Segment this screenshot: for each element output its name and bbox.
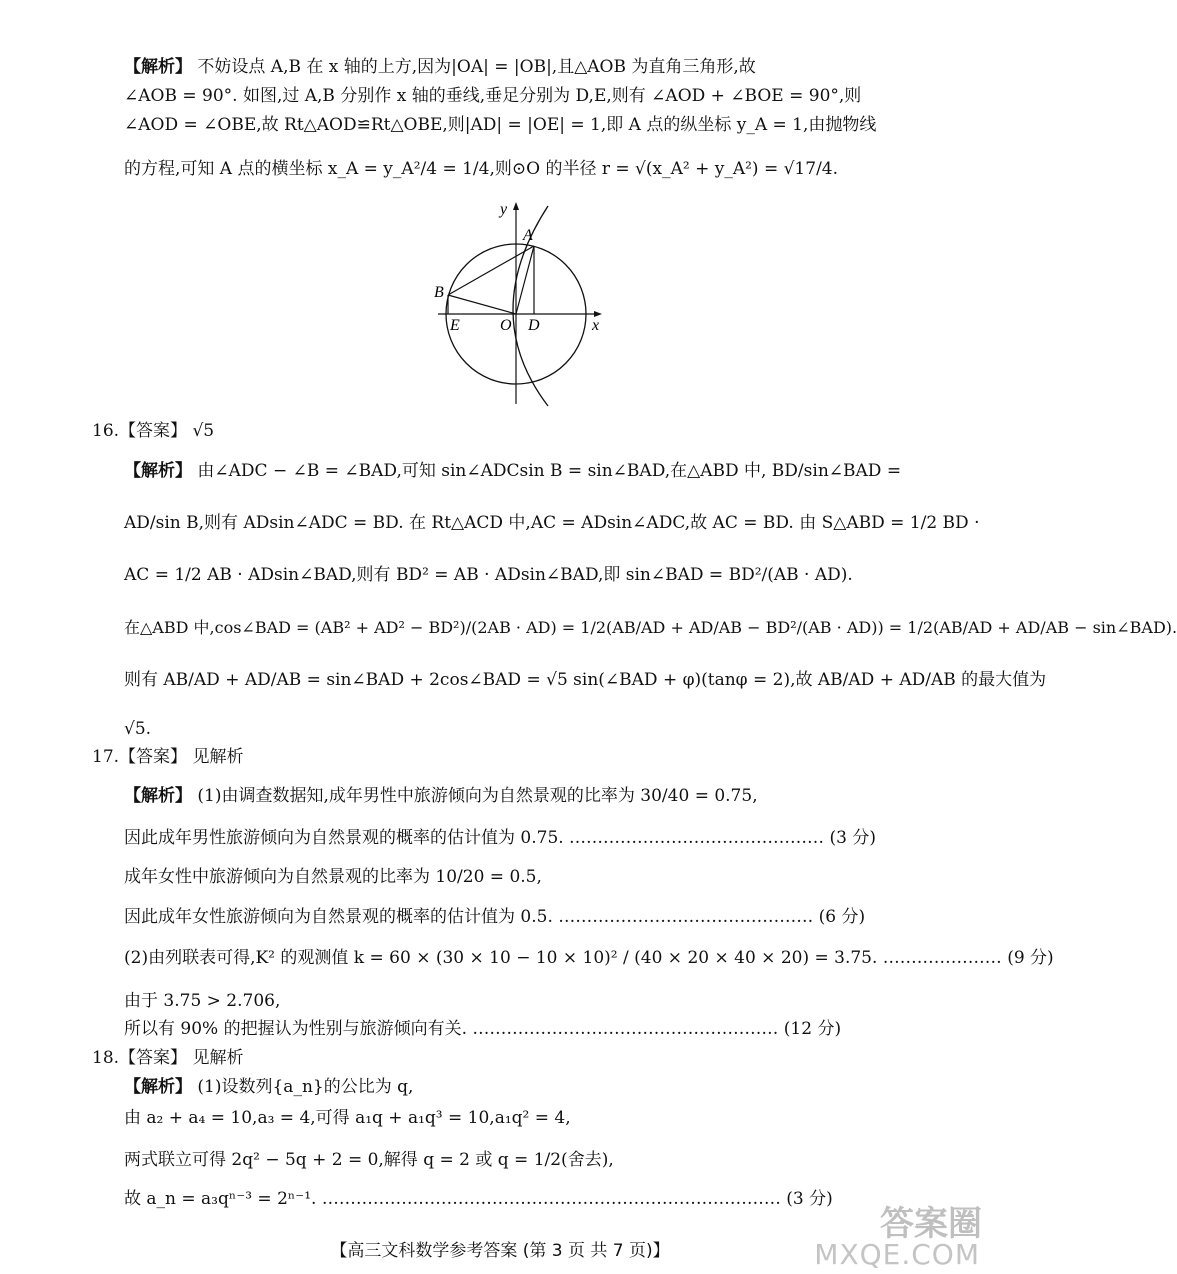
q18-line-2: 由 a₂ + a₄ = 10,a₃ = 4,可得 a₁q + a₁q³ = 10,a₁q² = 4, [124, 1108, 571, 1128]
label-e: E [450, 317, 460, 334]
q17-line-2: 因此成年男性旅游倾向为自然景观的概率的估计值为 0.75. ……………………………………… (3 分) [124, 828, 876, 848]
q16-line-1 [124, 459, 901, 483]
q17-line-1 [124, 784, 758, 808]
analysis-tag: 【解析】 [124, 1077, 192, 1097]
analysis-tag: 【解析】 [124, 786, 192, 806]
label-y: y [500, 201, 508, 218]
q18-line-3: 两式联立可得 2q² − 5q + 2 = 0,解得 q = 2 或 q = 1/2(舍去), [124, 1150, 614, 1170]
text: (1)由调查数据知,成年男性中旅游倾向为自然景观的比率为 30/40 = 0.75, [197, 786, 758, 806]
q18-answer: 18.【答案】 见解析 [92, 1048, 244, 1068]
watermark-url: MXQE.COM [814, 1238, 980, 1271]
q16-answer: 16.【答案】 √5 [92, 421, 215, 441]
text: (1)设数列{a_n}的公比为 q, [197, 1077, 414, 1097]
q17-line-4: 因此成年女性旅游倾向为自然景观的概率的估计值为 0.5. ……………………………………… (6 分) [124, 907, 866, 927]
q17-line-3: 成年女性中旅游倾向为自然景观的比率为 10/20 = 0.5, [124, 867, 542, 887]
watermark-logo: 答案圈 [880, 1204, 982, 1244]
q17-line-7: 所以有 90% 的把握认为性别与旅游倾向有关. ……………………………………………… (12 分) [124, 1019, 842, 1039]
q15-line-2: ∠AOB = 90°. 如图,过 A,B 分别作 x 轴的垂线,垂足分别为 D,E,则有 ∠AOD + ∠BOE = 90°,则 [124, 86, 862, 106]
circle-parabola-figure [430, 198, 610, 410]
text: 由∠ADC − ∠B = ∠BAD,可知 sin∠ADCsin B = sin∠BAD,在△ABD 中, BD/sin∠BAD = [197, 461, 902, 481]
q17-line-5: (2)由列联表可得,K² 的观测值 k = 60 × (30 × 10 − 10 × 10)² / (40 × 20 × 40 × 20) = 3.75. ………………… (9 分) [124, 948, 1054, 968]
segment-ob [448, 295, 516, 314]
q16-line-6: √5. [124, 719, 152, 739]
q18-line-1 [124, 1075, 413, 1099]
q15-line-4: 的方程,可知 A 点的横坐标 x_A = y_A²/4 = 1/4,则⊙O 的半径 r = √(x_A² + y_A²) = √17/4. [124, 159, 839, 179]
q16-line-5: 则有 AB/AD + AD/AB = sin∠BAD + 2cos∠BAD = √5 sin(∠BAD + φ)(tanφ = 2),故 AB/AD + AD/AB 的最大值为 [124, 670, 1047, 690]
analysis-tag: 【解析】 [124, 57, 192, 77]
segment-oa [516, 246, 534, 314]
q16-line-2: AD/sin B,则有 ADsin∠ADC = BD. 在 Rt△ACD 中,AC = ADsin∠ADC,故 AC = BD. 由 S△ABD = 1/2 BD · [124, 513, 980, 533]
label-o: O [500, 317, 512, 334]
label-x: x [592, 317, 600, 334]
q18-line-4: 故 a_n = a₃qⁿ⁻³ = 2ⁿ⁻¹. ……………………………………………………………………… (3 分) [124, 1189, 833, 1209]
text: 不妨设点 A,B 在 x 轴的上方,因为|OA| = |OB|,且△AOB 为直角三角形,故 [197, 57, 756, 77]
y-axis-arrow [513, 202, 519, 210]
page-footer: 【高三文科数学参考答案 (第 3 页 共 7 页)】 [330, 1241, 670, 1261]
label-a: A [523, 227, 533, 244]
q15-line-3: ∠AOD = ∠OBE,故 Rt△AOD≌Rt△OBE,则|AD| = |OE| = 1,即 A 点的纵坐标 y_A = 1,由抛物线 [124, 115, 877, 135]
analysis-tag: 【解析】 [124, 461, 192, 481]
q17-answer: 17.【答案】 见解析 [92, 747, 244, 767]
q16-line-3: AC = 1/2 AB · ADsin∠BAD,则有 BD² = AB · ADsin∠BAD,即 sin∠BAD = BD²/(AB · AD). [124, 565, 853, 585]
label-d: D [528, 317, 540, 334]
q15-line-1 [124, 55, 756, 79]
label-b: B [434, 284, 444, 301]
q16-line-4: 在△ABD 中,cos∠BAD = (AB² + AD² − BD²)/(2AB · AD) = 1/2(AB/AD + AD/AB − BD²/(AB · AD)) = 1/2(AB/AD + AD/AB − sin∠BAD). [124, 618, 1177, 637]
q17-line-6: 由于 3.75 > 2.706, [124, 991, 281, 1011]
